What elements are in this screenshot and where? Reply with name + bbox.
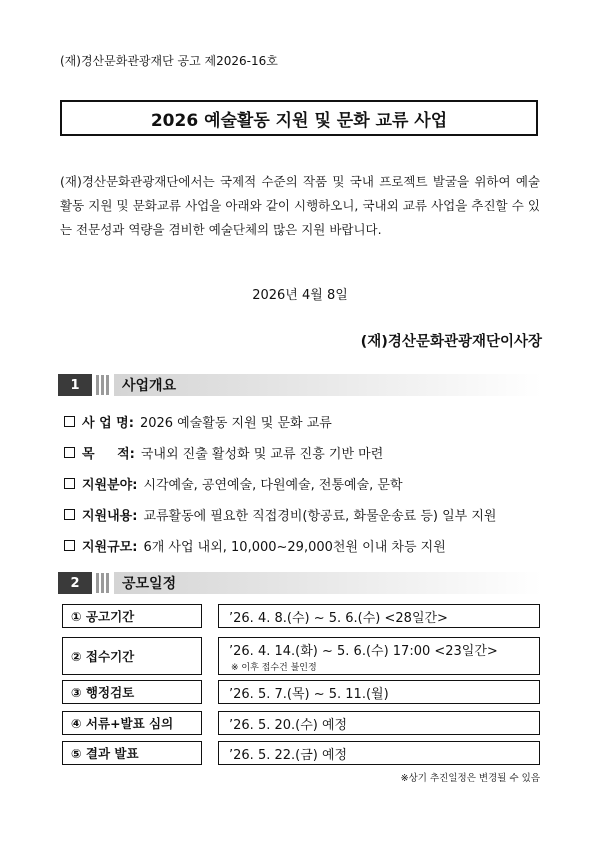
schedule-value-text: ’26. 5. 22.(금) 예정 xyxy=(229,747,348,763)
section-divider-bars xyxy=(96,573,110,593)
section-divider-bars xyxy=(96,375,110,395)
section-header-bg xyxy=(114,572,542,594)
document-title-text: 2026 예술활동 지원 및 문화 교류 사업 xyxy=(150,110,448,131)
section-number: 2 xyxy=(58,572,92,594)
overview-item-scale xyxy=(64,536,446,555)
schedule-value-submission xyxy=(218,637,540,675)
overview-item-content xyxy=(64,505,496,524)
checkbox-icon xyxy=(64,540,75,551)
item-value: 국내외 진출 활성화 및 교류 진흥 기반 마련 xyxy=(140,447,384,462)
item-value: 2026 예술활동 지원 및 문화 교류 xyxy=(139,416,332,431)
item-key: 지원분야: xyxy=(82,478,138,493)
schedule-value-review xyxy=(218,680,540,704)
schedule-value-announcement xyxy=(218,604,540,628)
schedule-label-submission: ② 접수기간 xyxy=(62,637,202,675)
item-key: 지원내용: xyxy=(82,509,138,524)
section-header-bg xyxy=(114,374,542,396)
item-key: 목 적: xyxy=(82,447,135,462)
checkbox-icon xyxy=(64,416,75,427)
section-header-overview xyxy=(58,374,542,396)
schedule-value-text: ’26. 5. 20.(수) 예정 xyxy=(229,717,348,733)
notice-number: (재)경산문화관광재단 공고 제2026-16호 xyxy=(60,54,278,68)
schedule-label-announcement: ① 공고기간 xyxy=(62,604,202,628)
item-value: 교류활동에 필요한 직접경비(항공료, 화물운송료 등) 일부 지원 xyxy=(143,509,497,524)
overview-item-purpose xyxy=(64,443,383,462)
section-number: 1 xyxy=(58,374,92,396)
item-value: 6개 사업 내외, 10,000~29,000천원 이내 차등 지원 xyxy=(143,540,446,555)
schedule-value-text: ’26. 5. 7.(목) ~ 5. 11.(월) xyxy=(229,686,389,702)
schedule-value-text: ’26. 4. 8.(수) ~ 5. 6.(수) <28일간> xyxy=(229,610,448,626)
section-header-schedule xyxy=(58,572,542,594)
schedule-label-review: ③ 행정검토 xyxy=(62,680,202,704)
section-title: 공모일정 xyxy=(122,576,177,592)
item-value: 시각예술, 공연예술, 다원예술, 전통예술, 문학 xyxy=(143,478,403,493)
overview-item-name xyxy=(64,412,332,431)
announcement-date: 2026년 4월 8일 xyxy=(252,288,348,303)
overview-item-field xyxy=(64,474,403,493)
checkbox-icon xyxy=(64,509,75,520)
schedule-value-text: ’26. 4. 14.(화) ~ 5. 6.(수) 17:00 <23일간> xyxy=(229,643,498,659)
schedule-label-result: ⑤ 결과 발표 xyxy=(62,741,202,765)
document-title xyxy=(60,100,538,136)
checkbox-icon xyxy=(64,478,75,489)
schedule-note: ※ 이후 접수건 불인정 xyxy=(231,662,317,673)
schedule-footnote: ※상기 추진일정은 변경될 수 있음 xyxy=(400,773,540,784)
schedule-label-evaluation: ④ 서류+발표 심의 xyxy=(62,711,202,735)
section-title: 사업개요 xyxy=(122,378,177,394)
item-key: 지원규모: xyxy=(82,540,138,555)
schedule-value-evaluation xyxy=(218,711,540,735)
intro-paragraph: (재)경산문화관광재단에서는 국제적 수준의 작품 및 국내 프로젝트 발굴을 위하여 예술활동 지원 및 문화교류 사업을 아래와 같이 시행하오니, 국내외 교류 사업을 추진할 수 있는 전문성과 역량을 겸비한 예술단체의 많은 지원 바랍니다. xyxy=(60,174,540,237)
checkbox-icon xyxy=(64,447,75,458)
schedule-value-result xyxy=(218,741,540,765)
item-key: 사 업 명: xyxy=(82,416,134,431)
signer: (재)경산문화관광재단이사장 xyxy=(360,334,542,350)
